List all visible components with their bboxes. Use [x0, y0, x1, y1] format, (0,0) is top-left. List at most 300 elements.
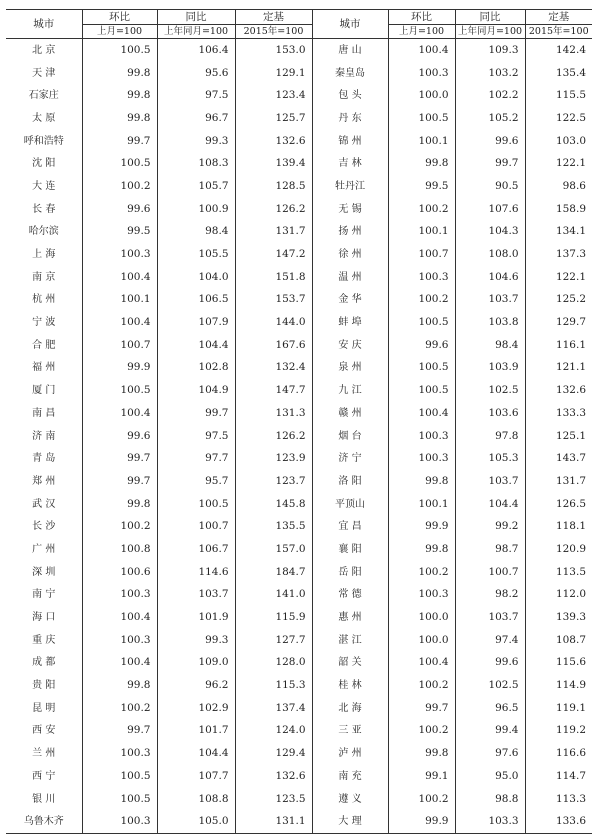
- cell-yoy-left: 105.7: [157, 175, 235, 198]
- cell-fixed-left: 129.1: [235, 62, 312, 85]
- cell-mom-left: 99.6: [82, 198, 157, 221]
- cell-fixed-right: 113.3: [525, 788, 592, 811]
- cell-yoy-right: 104.6: [455, 266, 525, 289]
- cell-yoy-right: 107.6: [455, 198, 525, 221]
- header-mom-sub-right: 上月=100: [388, 25, 455, 39]
- cell-mom-left: 99.7: [82, 447, 157, 470]
- cell-city-right: 蚌 埠: [312, 311, 388, 334]
- cell-city-right: 烟 台: [312, 425, 388, 448]
- cell-city-right: 温 州: [312, 266, 388, 289]
- cell-mom-left: 100.4: [82, 402, 157, 425]
- cell-mom-left: 100.4: [82, 652, 157, 675]
- table-row: [6, 493, 592, 516]
- cell-city-right: 洛 阳: [312, 470, 388, 493]
- cell-mom-left: 100.5: [82, 39, 157, 62]
- cell-city-right: 吉 林: [312, 152, 388, 175]
- cell-city-left: 武 汉: [32, 498, 56, 510]
- cell-city-left: 长 沙: [32, 521, 56, 533]
- table-row: [6, 289, 592, 312]
- header-fixed-left: 定基: [235, 10, 312, 25]
- cell-yoy-right: 103.9: [455, 357, 525, 380]
- cell-yoy-left: 108.3: [157, 152, 235, 175]
- cell-fixed-left: 147.7: [235, 379, 312, 402]
- table-row: [6, 39, 592, 62]
- cell-yoy-right: 102.5: [455, 674, 525, 697]
- cell-mom-right: 100.0: [388, 629, 455, 652]
- cell-yoy-left: 101.7: [157, 720, 235, 743]
- cell-fixed-right: 119.1: [525, 697, 592, 720]
- cell-yoy-left: 100.7: [157, 515, 235, 538]
- cell-city-right: 金 华: [312, 289, 388, 312]
- cell-fixed-right: 125.2: [525, 289, 592, 312]
- cell-mom-right: 99.9: [388, 810, 455, 833]
- cell-mom-left: 99.8: [82, 493, 157, 516]
- cell-mom-left: 100.2: [82, 697, 157, 720]
- cell-mom-right: 100.4: [388, 402, 455, 425]
- cell-city-left: 青 岛: [32, 453, 56, 465]
- table-row: [6, 674, 592, 697]
- cell-city-left: 沈 阳: [32, 158, 56, 170]
- cell-mom-left: 100.4: [82, 311, 157, 334]
- cell-mom-right: 100.4: [388, 652, 455, 675]
- cell-mom-right: 99.1: [388, 765, 455, 788]
- table-row: [6, 243, 592, 266]
- cell-mom-left: 100.3: [82, 629, 157, 652]
- cell-city-left: 济 南: [32, 430, 56, 442]
- table-row: [6, 470, 592, 493]
- cell-city-left: 石家庄: [28, 90, 59, 102]
- price-index-table: [6, 9, 592, 834]
- cell-fixed-left: 132.4: [235, 357, 312, 380]
- cell-fixed-left: 124.0: [235, 720, 312, 743]
- cell-yoy-left: 109.0: [157, 652, 235, 675]
- cell-fixed-left: 126.2: [235, 198, 312, 221]
- cell-yoy-left: 100.9: [157, 198, 235, 221]
- cell-fixed-right: 103.0: [525, 130, 592, 153]
- cell-yoy-left: 101.9: [157, 606, 235, 629]
- cell-yoy-right: 97.4: [455, 629, 525, 652]
- cell-yoy-left: 105.5: [157, 243, 235, 266]
- cell-fixed-right: 135.4: [525, 62, 592, 85]
- cell-yoy-right: 103.7: [455, 470, 525, 493]
- cell-city-right: 包 头: [312, 84, 388, 107]
- cell-fixed-left: 115.9: [235, 606, 312, 629]
- cell-fixed-right: 133.6: [525, 810, 592, 833]
- cell-yoy-left: 106.5: [157, 289, 235, 312]
- cell-yoy-right: 98.2: [455, 584, 525, 607]
- cell-fixed-right: 115.6: [525, 652, 592, 675]
- cell-mom-left: 100.7: [82, 334, 157, 357]
- cell-city-right: 赣 州: [312, 402, 388, 425]
- cell-yoy-right: 98.4: [455, 334, 525, 357]
- cell-mom-left: 99.8: [82, 84, 157, 107]
- cell-city-right: 济 宁: [312, 447, 388, 470]
- cell-yoy-right: 100.7: [455, 561, 525, 584]
- cell-mom-left: 100.5: [82, 152, 157, 175]
- cell-city-right: 惠 州: [312, 606, 388, 629]
- cell-mom-right: 100.2: [388, 289, 455, 312]
- cell-mom-left: 100.5: [82, 379, 157, 402]
- cell-mom-right: 100.2: [388, 674, 455, 697]
- cell-fixed-right: 125.1: [525, 425, 592, 448]
- cell-yoy-right: 105.3: [455, 447, 525, 470]
- cell-mom-right: 100.1: [388, 221, 455, 244]
- cell-yoy-left: 106.7: [157, 538, 235, 561]
- cell-fixed-right: 122.1: [525, 152, 592, 175]
- header-yoy-left: 同比: [157, 10, 235, 25]
- cell-fixed-left: 153.0: [235, 39, 312, 62]
- cell-fixed-right: 133.3: [525, 402, 592, 425]
- cell-mom-right: 100.5: [388, 379, 455, 402]
- cell-city-left: 大 连: [32, 180, 56, 192]
- header-fixed-sub-left: 2015年=100: [235, 25, 312, 39]
- cell-city-right: 徐 州: [312, 243, 388, 266]
- table-row: [6, 311, 592, 334]
- cell-mom-left: 100.3: [82, 243, 157, 266]
- cell-mom-right: 100.4: [388, 39, 455, 62]
- cell-city-left: 南 京: [32, 271, 56, 283]
- cell-mom-right: 99.6: [388, 334, 455, 357]
- cell-city-left: 宁 波: [32, 317, 56, 329]
- cell-fixed-left: 129.4: [235, 742, 312, 765]
- cell-city-left: 南 昌: [32, 407, 56, 419]
- header-yoy-sub-right: 上年同月=100: [455, 25, 525, 39]
- table-row: [6, 402, 592, 425]
- cell-city-left: 乌鲁木齐: [6, 810, 82, 833]
- cell-fixed-right: 118.1: [525, 515, 592, 538]
- cell-fixed-right: 98.6: [525, 175, 592, 198]
- cell-fixed-left: 115.3: [235, 674, 312, 697]
- cell-fixed-left: 145.8: [235, 493, 312, 516]
- cell-yoy-left: 107.7: [157, 765, 235, 788]
- cell-mom-right: 100.2: [388, 788, 455, 811]
- cell-mom-left: 99.6: [82, 425, 157, 448]
- cell-yoy-right: 99.6: [455, 130, 525, 153]
- cell-fixed-left: 131.3: [235, 402, 312, 425]
- cell-city-left: 南 宁: [32, 589, 56, 601]
- cell-yoy-right: 98.8: [455, 788, 525, 811]
- cell-mom-right: 99.7: [388, 697, 455, 720]
- cell-fixed-right: 108.7: [525, 629, 592, 652]
- table-row: [6, 334, 592, 357]
- cell-mom-left: 100.3: [82, 584, 157, 607]
- cell-fixed-right: 129.7: [525, 311, 592, 334]
- cell-city-right: 丹 东: [312, 107, 388, 130]
- cell-fixed-left: 126.2: [235, 425, 312, 448]
- cell-fixed-right: 115.5: [525, 84, 592, 107]
- cell-fixed-left: 167.6: [235, 334, 312, 357]
- cell-mom-left: 100.4: [82, 606, 157, 629]
- cell-yoy-right: 109.3: [455, 39, 525, 62]
- cell-city-left: 郑 州: [32, 475, 56, 487]
- cell-city-left: 西 宁: [32, 770, 56, 782]
- cell-city-left: 合 肥: [32, 339, 56, 351]
- cell-city-right: 九 江: [312, 379, 388, 402]
- cell-fixed-left: 128.0: [235, 652, 312, 675]
- header-fixed-right: 定基: [525, 10, 592, 25]
- cell-city-right: 秦皇岛: [312, 62, 388, 85]
- cell-fixed-right: 137.3: [525, 243, 592, 266]
- cell-fixed-right: 119.2: [525, 720, 592, 743]
- cell-mom-left: 99.8: [82, 674, 157, 697]
- cell-mom-right: 100.5: [388, 357, 455, 380]
- cell-city-right: 襄 阳: [312, 538, 388, 561]
- cell-fixed-left: 147.2: [235, 243, 312, 266]
- table-row: [6, 425, 592, 448]
- table-row: [6, 84, 592, 107]
- cell-city-right: 宜 昌: [312, 515, 388, 538]
- cell-city-right: 常 德: [312, 584, 388, 607]
- table-row: [6, 221, 592, 244]
- header-yoy-right: 同比: [455, 10, 525, 25]
- cell-city-right: 三 亚: [312, 720, 388, 743]
- table-row: [6, 379, 592, 402]
- cell-mom-right: 100.3: [388, 266, 455, 289]
- cell-city-right: 遵 义: [312, 788, 388, 811]
- cell-mom-right: 100.1: [388, 130, 455, 153]
- cell-mom-left: 100.6: [82, 561, 157, 584]
- cell-yoy-left: 114.6: [157, 561, 235, 584]
- cell-city-left: 深 圳: [32, 566, 56, 578]
- cell-mom-left: 100.3: [82, 742, 157, 765]
- cell-yoy-right: 96.5: [455, 697, 525, 720]
- cell-yoy-left: 100.5: [157, 493, 235, 516]
- cell-fixed-right: 122.1: [525, 266, 592, 289]
- cell-city-left: 海 口: [32, 612, 56, 624]
- cell-yoy-left: 104.9: [157, 379, 235, 402]
- cell-yoy-left: 104.0: [157, 266, 235, 289]
- cell-mom-left: 99.7: [82, 720, 157, 743]
- cell-yoy-left: 99.7: [157, 402, 235, 425]
- cell-mom-right: 100.5: [388, 311, 455, 334]
- cell-fixed-left: 132.6: [235, 765, 312, 788]
- table-row: [6, 788, 592, 811]
- table-row: [6, 175, 592, 198]
- cell-city-right: 岳 阳: [312, 561, 388, 584]
- cell-yoy-right: 103.7: [455, 289, 525, 312]
- cell-city-right: 韶 关: [312, 652, 388, 675]
- cell-city-left: 长 春: [32, 203, 56, 215]
- cell-mom-left: 100.3: [82, 810, 157, 833]
- cell-city-left: 贵 阳: [32, 680, 56, 692]
- table-row: [6, 266, 592, 289]
- cell-fixed-left: 123.7: [235, 470, 312, 493]
- cell-fixed-right: 158.9: [525, 198, 592, 221]
- cell-city-right: 南 充: [312, 765, 388, 788]
- header-city-right: 城市: [312, 10, 388, 39]
- cell-fixed-left: 153.7: [235, 289, 312, 312]
- cell-city-left: 杭 州: [32, 294, 56, 306]
- cell-yoy-right: 99.2: [455, 515, 525, 538]
- cell-fixed-right: 116.6: [525, 742, 592, 765]
- cell-mom-right: 100.3: [388, 62, 455, 85]
- cell-yoy-right: 105.2: [455, 107, 525, 130]
- cell-mom-right: 100.1: [388, 493, 455, 516]
- cell-yoy-left: 97.5: [157, 425, 235, 448]
- cell-city-left: 北 京: [32, 44, 56, 56]
- table-row: [6, 561, 592, 584]
- cell-fixed-left: 144.0: [235, 311, 312, 334]
- table-row: [6, 447, 592, 470]
- cell-mom-right: 100.2: [388, 561, 455, 584]
- cell-fixed-left: 151.8: [235, 266, 312, 289]
- cell-yoy-right: 103.6: [455, 402, 525, 425]
- cell-city-left: 天 津: [32, 67, 56, 79]
- cell-fixed-left: 135.5: [235, 515, 312, 538]
- header-mom-right: 环比: [388, 10, 455, 25]
- cell-fixed-right: 126.5: [525, 493, 592, 516]
- table-row: [6, 130, 592, 153]
- cell-fixed-left: 157.0: [235, 538, 312, 561]
- cell-fixed-left: 137.4: [235, 697, 312, 720]
- cell-yoy-left: 96.7: [157, 107, 235, 130]
- table-row: [6, 720, 592, 743]
- cell-mom-right: 99.8: [388, 538, 455, 561]
- cell-yoy-left: 107.9: [157, 311, 235, 334]
- table-header: [6, 10, 592, 39]
- cell-yoy-left: 102.9: [157, 697, 235, 720]
- cell-city-left: 广 州: [32, 543, 56, 555]
- cell-city-right: 唐 山: [312, 39, 388, 62]
- cell-mom-right: 100.3: [388, 584, 455, 607]
- cell-fixed-left: 132.6: [235, 130, 312, 153]
- cell-yoy-left: 96.2: [157, 674, 235, 697]
- table-row: [6, 606, 592, 629]
- cell-fixed-right: 143.7: [525, 447, 592, 470]
- table-row: [6, 152, 592, 175]
- cell-mom-left: 99.7: [82, 130, 157, 153]
- cell-yoy-left: 108.8: [157, 788, 235, 811]
- cell-yoy-left: 98.4: [157, 221, 235, 244]
- cell-mom-left: 100.4: [82, 266, 157, 289]
- cell-mom-left: 100.2: [82, 175, 157, 198]
- cell-mom-left: 99.5: [82, 221, 157, 244]
- table-row: [6, 629, 592, 652]
- cell-fixed-left: 141.0: [235, 584, 312, 607]
- cell-city-right: 平顶山: [312, 493, 388, 516]
- cell-city-left: 西 安: [32, 725, 56, 737]
- cell-fixed-left: 131.1: [235, 810, 312, 833]
- cell-fixed-left: 127.7: [235, 629, 312, 652]
- cell-yoy-right: 95.0: [455, 765, 525, 788]
- cell-mom-right: 100.7: [388, 243, 455, 266]
- cell-city-left: 哈尔滨: [28, 226, 59, 238]
- cell-mom-left: 100.2: [82, 515, 157, 538]
- cell-mom-right: 99.5: [388, 175, 455, 198]
- cell-city-right: 桂 林: [312, 674, 388, 697]
- table-row: [6, 810, 592, 833]
- cell-yoy-right: 103.2: [455, 62, 525, 85]
- table-row: [6, 62, 592, 85]
- table-row: [6, 357, 592, 380]
- cell-yoy-left: 95.7: [157, 470, 235, 493]
- cell-fixed-left: 125.7: [235, 107, 312, 130]
- cell-city-left: 福 州: [32, 362, 56, 374]
- cell-fixed-right: 131.7: [525, 470, 592, 493]
- cell-city-left: 兰 州: [32, 748, 56, 760]
- cell-city-right: 无 锡: [312, 198, 388, 221]
- cell-mom-right: 100.0: [388, 84, 455, 107]
- cell-mom-left: 99.7: [82, 470, 157, 493]
- header-fixed-sub-right: 2015年=100: [525, 25, 592, 39]
- cell-fixed-right: 113.5: [525, 561, 592, 584]
- cell-yoy-left: 106.4: [157, 39, 235, 62]
- table-row: [6, 584, 592, 607]
- cell-city-left: 昆 明: [32, 702, 56, 714]
- table-row: [6, 765, 592, 788]
- cell-yoy-right: 103.3: [455, 810, 525, 833]
- cell-fixed-right: 132.6: [525, 379, 592, 402]
- cell-yoy-right: 90.5: [455, 175, 525, 198]
- cell-yoy-right: 104.3: [455, 221, 525, 244]
- cell-mom-left: 100.8: [82, 538, 157, 561]
- header-mom-sub-left: 上月=100: [82, 25, 157, 39]
- cell-yoy-right: 102.5: [455, 379, 525, 402]
- cell-fixed-left: 123.9: [235, 447, 312, 470]
- cell-mom-right: 100.2: [388, 720, 455, 743]
- cell-city-right: 湛 江: [312, 629, 388, 652]
- cell-fixed-left: 131.7: [235, 221, 312, 244]
- cell-yoy-right: 99.7: [455, 152, 525, 175]
- cell-yoy-left: 105.0: [157, 810, 235, 833]
- cell-city-left: 重 庆: [32, 634, 56, 646]
- header-yoy-sub-left: 上年同月=100: [157, 25, 235, 39]
- cell-fixed-right: 142.4: [525, 39, 592, 62]
- cell-city-left: 成 都: [32, 657, 56, 669]
- cell-mom-right: 99.8: [388, 470, 455, 493]
- cell-fixed-right: 120.9: [525, 538, 592, 561]
- cell-fixed-left: 128.5: [235, 175, 312, 198]
- cell-city-right: 泉 州: [312, 357, 388, 380]
- cell-yoy-left: 95.6: [157, 62, 235, 85]
- cell-mom-right: 99.8: [388, 152, 455, 175]
- cell-yoy-right: 102.2: [455, 84, 525, 107]
- cell-city-left: 太 原: [32, 112, 56, 124]
- cell-fixed-right: 114.7: [525, 765, 592, 788]
- cell-fixed-right: 122.5: [525, 107, 592, 130]
- table-row: [6, 652, 592, 675]
- cell-city-right: 大 理: [312, 810, 388, 833]
- cell-mom-right: 100.3: [388, 425, 455, 448]
- cell-yoy-left: 99.3: [157, 629, 235, 652]
- table-row: [6, 538, 592, 561]
- cell-city-right: 牡丹江: [312, 175, 388, 198]
- cell-yoy-left: 104.4: [157, 334, 235, 357]
- cell-yoy-right: 104.4: [455, 493, 525, 516]
- cell-mom-left: 99.8: [82, 107, 157, 130]
- cell-city-left: 厦 门: [32, 385, 56, 397]
- table-row: [6, 107, 592, 130]
- cell-mom-right: 100.3: [388, 447, 455, 470]
- cell-yoy-left: 102.8: [157, 357, 235, 380]
- cell-yoy-right: 98.7: [455, 538, 525, 561]
- cell-mom-left: 100.1: [82, 289, 157, 312]
- cell-fixed-right: 134.1: [525, 221, 592, 244]
- header-mom-left: 环比: [82, 10, 157, 25]
- cell-fixed-right: 116.1: [525, 334, 592, 357]
- cell-yoy-right: 103.7: [455, 606, 525, 629]
- header-city-left: 城市: [6, 10, 82, 39]
- cell-yoy-left: 104.4: [157, 742, 235, 765]
- table-row: [6, 742, 592, 765]
- cell-city-right: 扬 州: [312, 221, 388, 244]
- cell-mom-left: 99.8: [82, 62, 157, 85]
- cell-mom-right: 100.2: [388, 198, 455, 221]
- cell-fixed-left: 139.4: [235, 152, 312, 175]
- cell-yoy-right: 99.6: [455, 652, 525, 675]
- cell-mom-left: 99.9: [82, 357, 157, 380]
- cell-yoy-left: 97.5: [157, 84, 235, 107]
